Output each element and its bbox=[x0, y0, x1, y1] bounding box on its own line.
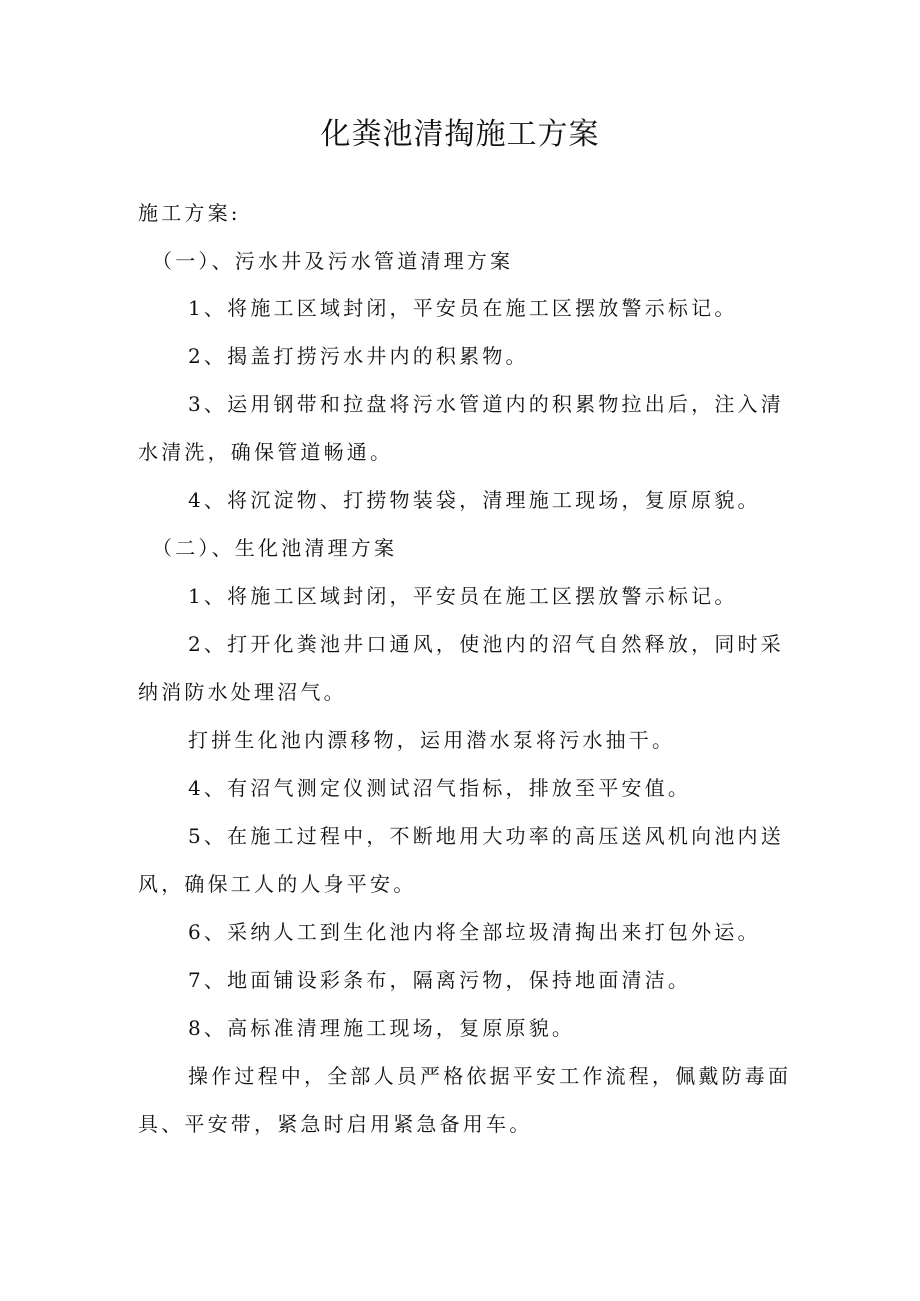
tank-step-2-line-1: 2、打开化粪池井口通风，使池内的沼气自然释放，同时采 bbox=[188, 632, 784, 656]
sewer-step-1: 1、将施工区域封闭，平安员在施工区摆放警示标记。 bbox=[188, 296, 738, 320]
tank-step-6: 6、采纳人工到生化池内将全部垃圾清掏出来打包外运。 bbox=[188, 920, 761, 944]
tank-step-2-line-2: 纳消防水处理沼气。 bbox=[138, 680, 347, 704]
sewer-step-3-line-1: 3、运用钢带和拉盘将污水管道内的积累物拉出后，注入清 bbox=[188, 392, 784, 416]
tank-step-7: 7、地面铺设彩条布，隔离污物，保持地面清洁。 bbox=[188, 968, 692, 992]
document-title: 化粪池清掏施工方案 bbox=[320, 117, 600, 152]
tank-step-5-line-2: 风，确保工人的人身平安。 bbox=[138, 872, 417, 896]
tank-step-3: 打拼生化池内漂移物，运用潜水泵将污水抽干。 bbox=[188, 728, 676, 752]
closing-line-2: 具、平安带，紧急时启用紧急备用车。 bbox=[138, 1112, 533, 1136]
tank-step-4: 4、有沼气测定仪测试沼气指标，排放至平安值。 bbox=[188, 776, 692, 800]
intro-text: 施工方案: bbox=[138, 201, 241, 225]
tank-step-1: 1、将施工区域封闭，平安员在施工区摆放警示标记。 bbox=[188, 584, 738, 608]
sewer-step-3-line-2: 水清洗，确保管道畅通。 bbox=[138, 440, 394, 464]
section-heading-biochemical-tank: （二）、生化池清理方案 bbox=[152, 536, 398, 560]
tank-step-5-line-1: 5、在施工过程中，不断地用大功率的高压送风机向池内送 bbox=[188, 824, 784, 848]
tank-step-8: 8、高标准清理施工现场，复原原貌。 bbox=[188, 1016, 576, 1040]
closing-line-1: 操作过程中，全部人员严格依据平安工作流程，佩戴防毒面 bbox=[188, 1064, 792, 1088]
sewer-step-4: 4、将沉淀物、打捞物装袋，清理施工现场，复原原貌。 bbox=[188, 488, 761, 512]
sewer-step-2: 2、揭盖打捞污水井内的积累物。 bbox=[188, 344, 529, 368]
section-heading-sewer: （一）、污水井及污水管道清理方案 bbox=[152, 249, 514, 273]
